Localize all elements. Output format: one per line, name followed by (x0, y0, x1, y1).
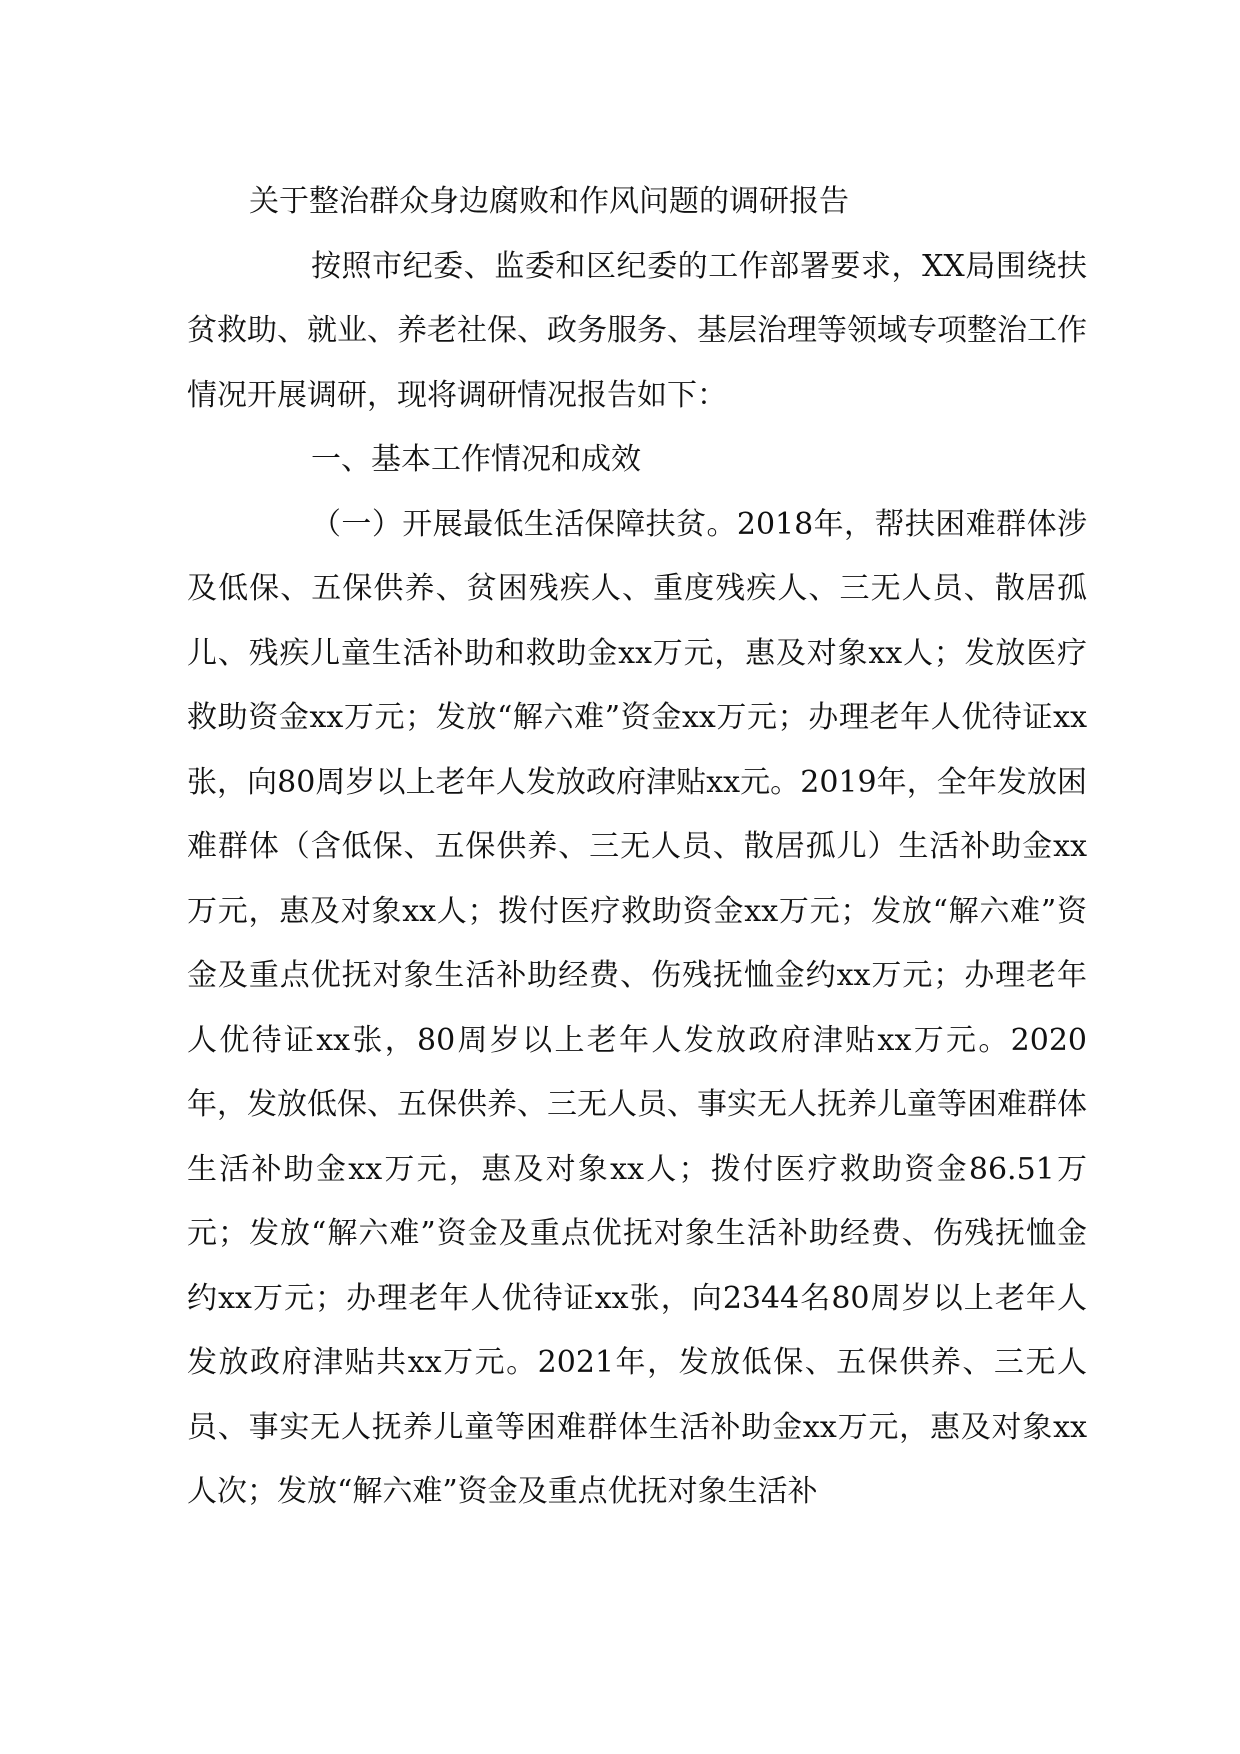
document-body (187, 170, 1087, 1525)
section-heading: 一、基本工作情况和成效 (311, 442, 641, 477)
intro-paragraph: 按照市纪委、监委和区纪委的工作部署要求，XX局围绕扶贫救助、就业、养老社保、政务服务、基层治理等领域专项整治工作情况开展调研，现将调研情况报告如下： (187, 248, 1087, 413)
body-paragraph: （一）开展最低生活保障扶贫。2018年，帮扶困难群体涉及低保、五保供养、贫困残疾人、重度残疾人、三无人员、散居孤儿、残疾儿童生活补助和救助金xx万元，惠及对象xx人；发放医疗救助资金xx万元；发放“解六难”资金xx万元；办理老年人优待证xx张，向80周岁以上老年人发放政府津贴xx元。2019年，全年发放困难群体（含低保、五保供养、三无人员、散居孤儿）生活补助金xx万元，惠及对象xx人；拨付医疗救助资金xx万元；发放“解六难”资金及重点优抚对象生活补助经费、伤残抚恤金约xx万元；办理老年人优待证xx张，80周岁以上老年人发放政府津贴xx万元。2020年，发放低保、五保供养、三无人员、事实无人抚养儿童等困难群体生活补助金xx万元，惠及对象xx人；拨付医疗救助资金86.51万元；发放“解六难”资金及重点优抚对象生活补助经费、伤残抚恤金约xx万元；办理老年人优待证xx张，向2344名80周岁以上老年人发放政府津贴共xx万元。2021年，发放低保、五保供养、三无人员、事实无人抚养儿童等困难群体生活补助金xx万元，惠及对象xx人次；发放“解六难”资金及重点优抚对象生活补 (187, 506, 1087, 1509)
document-title: 关于整治群众身边腐败和作风问题的调研报告 (249, 184, 849, 219)
